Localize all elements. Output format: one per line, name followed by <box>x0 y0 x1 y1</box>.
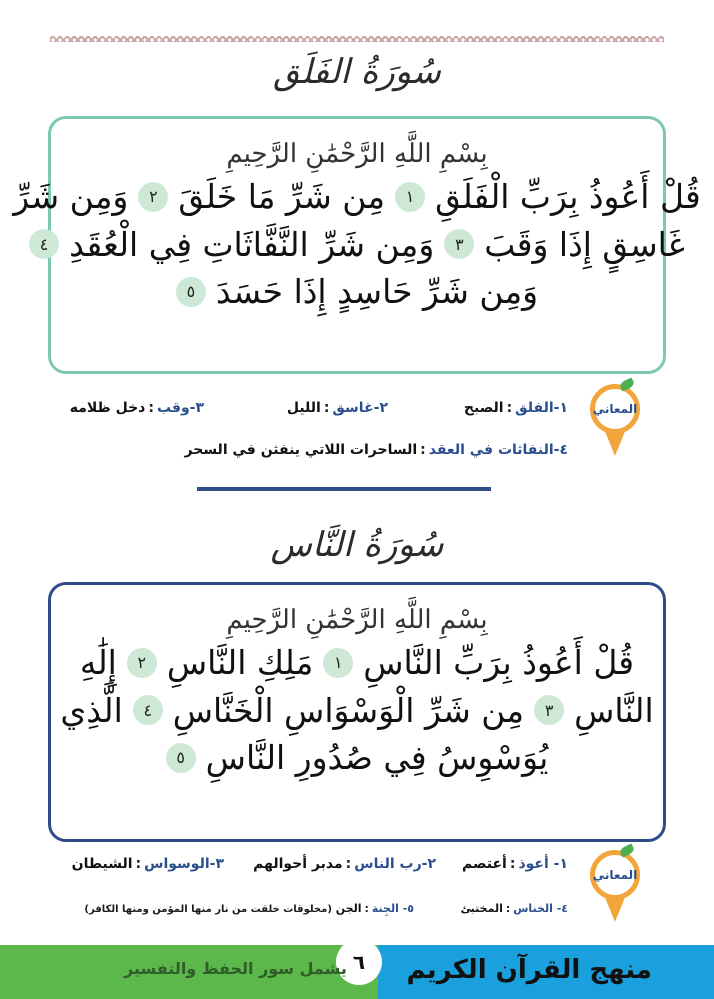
ayah-line <box>51 738 663 778</box>
ayah-number-marker: ٥ <box>166 743 196 773</box>
ayah-text: قُلْ أَعُوذُ بِرَبِّ الْفَلَقِ <box>435 177 701 216</box>
meaning-item: ٢-غاسق:الليل <box>286 400 388 416</box>
ayah-line <box>51 643 663 683</box>
meaning-item: ٤- الخناس:المختبئ <box>460 902 568 915</box>
ayah-text: النَّاسِ <box>574 690 654 730</box>
basmala: بِسْمِ اللَّهِ الرَّحْمَٰنِ الرَّحِيمِ <box>226 139 488 169</box>
basmala: بِسْمِ اللَّهِ الرَّحْمَٰنِ الرَّحِيمِ <box>226 605 488 635</box>
meaning-item: ٣-وقب:دخل ظلامه <box>69 400 204 416</box>
ayah-number-marker: ٤ <box>29 229 59 259</box>
ayah-text: وَمِن شَرِّ حَاسِدٍ إِذَا حَسَدَ <box>215 272 539 312</box>
meaning-item: ٤-النفاثات في العقد:الساحرات اللاتي ينفثن في السحر <box>184 442 568 458</box>
ayah-text: مِن شَرِّ مَا خَلَقَ <box>178 177 386 216</box>
leaf-icon <box>619 377 635 391</box>
ayah-line <box>39 224 685 265</box>
footer-title: منهج القرآن الكريم <box>406 955 652 985</box>
surah-nas-box <box>48 582 666 842</box>
footer-subtitle: يشمل سور الحفظ والتفسير <box>124 959 347 978</box>
ayah-line <box>13 177 701 217</box>
ayah-text: غَاسِقٍ إِذَا وَقَبَ <box>484 224 685 264</box>
meaning-item: ٢-رب الناس:مدبر أحوالهم <box>253 856 436 872</box>
meanings-badge <box>586 384 644 462</box>
meaning-item: ٣-الوسواس:الشيطان <box>71 856 224 872</box>
meaning-note: (مخلوقات خلقت من نار منها المؤمن ومنها الكافر) <box>84 904 332 915</box>
ayah-number-marker: ٤ <box>133 695 163 725</box>
ayah-text: مَلِكِ النَّاسِ <box>166 643 314 682</box>
surah-falaq-title: سُورَةُ الفَلَق <box>273 52 441 92</box>
meanings-badge <box>586 850 644 928</box>
meaning-item: ٥- الجِنة:الجن (مخلوقات خلقت من نار منها المؤمن ومنها الكافر) <box>84 902 414 915</box>
surah-falaq-box <box>13 116 701 374</box>
ayah-number-marker: ٣ <box>444 229 474 259</box>
ayah-text: مِن شَرِّ الْوَسْوَاسِ الْخَنَّاسِ <box>172 690 525 730</box>
ayah-line <box>51 272 663 312</box>
meaning-item: ١- أعوذ:أعتصم <box>461 856 568 872</box>
ayah-text: وَمِن شَرِّ النَّفَّاثَاتِ فِي الْعُقَدِ <box>69 224 435 264</box>
ayah-number-marker: ١ <box>323 648 353 678</box>
ayah-number-marker: ٢ <box>138 182 168 212</box>
footer-title-panel <box>378 945 714 999</box>
top-decorative-border <box>50 36 664 42</box>
ayah-text: قُلْ أَعُوذُ بِرَبِّ النَّاسِ <box>363 643 635 682</box>
surah-nas-title: سُورَةُ النَّاس <box>270 525 444 565</box>
section-divider <box>197 487 491 491</box>
ayah-text: الَّذِي <box>60 690 123 730</box>
ayah-line <box>51 691 663 731</box>
ayah-number-marker: ٣ <box>534 695 564 725</box>
footer-bar <box>0 945 714 999</box>
ayah-number-marker: ٢ <box>127 648 157 678</box>
meaning-item: ١-الفلق:الصبح <box>463 400 568 416</box>
meanings-label: المعاني <box>590 384 640 434</box>
ayah-number-marker: ١ <box>395 182 425 212</box>
leaf-icon <box>619 843 635 857</box>
page-number: ٦ <box>336 939 382 985</box>
ayah-text: إِلَٰهِ <box>79 643 117 682</box>
ayah-number-marker: ٥ <box>176 277 206 307</box>
meanings-label: المعاني <box>590 850 640 900</box>
ayah-text: يُوَسْوِسُ فِي صُدُورِ النَّاسِ <box>205 738 549 778</box>
ayah-text: وَمِن شَرِّ <box>13 177 129 216</box>
